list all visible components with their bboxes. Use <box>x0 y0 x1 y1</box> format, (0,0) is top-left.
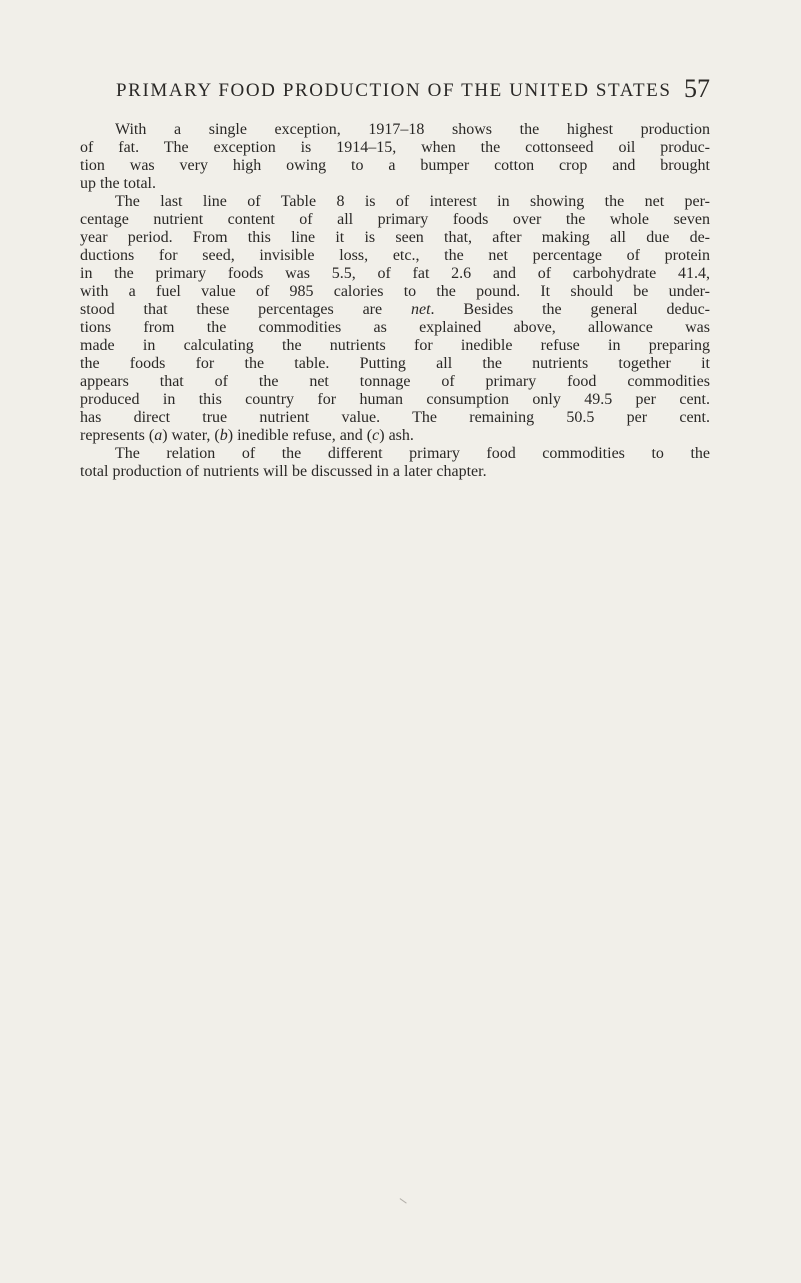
paragraph <box>80 121 710 193</box>
text-line: in the primary foods was 5.5, of fat 2.6 and of carbohydrate 41.4, <box>80 265 710 282</box>
text-line: appears that of the net tonnage of primary food commodities <box>80 373 710 390</box>
running-header <box>116 76 710 106</box>
text-line: centage nutrient content of all primary foods over the whole seven <box>80 211 710 228</box>
text-line: year period. From this line it is seen that, after making all due de- <box>80 229 710 246</box>
paper-speck <box>397 1198 406 1207</box>
text-line: the foods for the table. Putting all the nutrients together it <box>80 355 710 372</box>
text-line: tions from the commodities as explained above, allowance was <box>80 319 710 336</box>
text-line: represents (a) water, (b) inedible refuse, and (c) ash. <box>80 427 414 444</box>
running-title: PRIMARY FOOD PRODUCTION OF THE UNITED STATES <box>116 80 672 101</box>
text-line: has direct true nutrient value. The remaining 50.5 per cent. <box>80 409 710 426</box>
text-line: up the total. <box>80 175 156 192</box>
text-line: produced in this country for human consumption only 49.5 per cent. <box>80 391 710 408</box>
text-line: with a fuel value of 985 calories to the pound. It should be under- <box>80 283 710 300</box>
text-line: made in calculating the nutrients for inedible refuse in preparing <box>80 337 710 354</box>
page-number: 57 <box>684 74 710 103</box>
text-line: of fat. The exception is 1914–15, when the cottonseed oil produc- <box>80 139 710 156</box>
text-line: The last line of Table 8 is of interest in showing the net per- <box>115 193 710 210</box>
text-line: total production of nutrients will be discussed in a later chapter. <box>80 463 487 480</box>
text-line: The relation of the different primary food commodities to the <box>115 445 710 462</box>
text-line: With a single exception, 1917–18 shows the highest production <box>115 121 710 138</box>
text-line: stood that these percentages are net. Besides the general deduc- <box>80 301 711 318</box>
paragraph <box>80 193 710 445</box>
paragraph <box>80 445 710 481</box>
text-line: ductions for seed, invisible loss, etc., the net percentage of protein <box>80 247 710 264</box>
text-line: tion was very high owing to a bumper cotton crop and brought <box>80 157 710 174</box>
body-text <box>80 121 710 481</box>
